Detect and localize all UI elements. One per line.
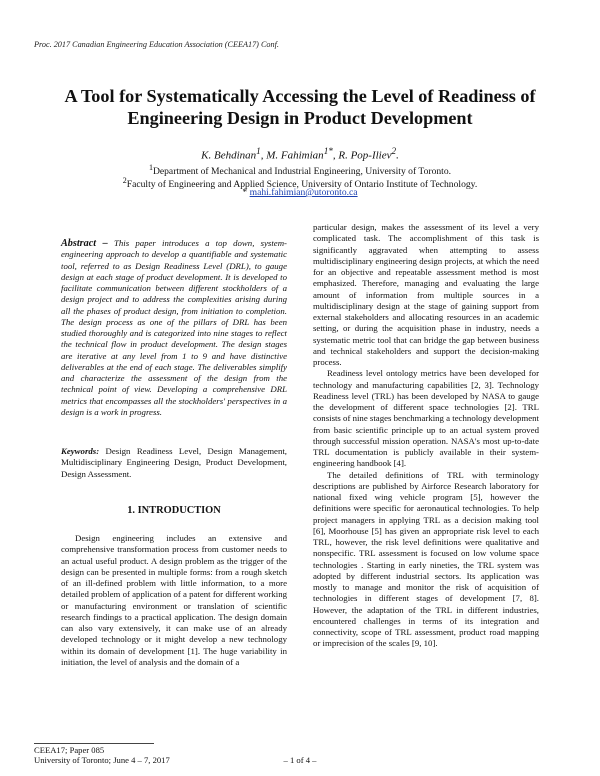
abstract <box>61 238 287 418</box>
affiliation-sup: 1 <box>148 163 153 172</box>
author-name: R. Pop-Iliev <box>338 149 392 162</box>
author-name: K. Behdinan <box>201 149 257 162</box>
page-number: – 1 of 4 – <box>283 755 317 765</box>
author-sup: 1* <box>323 146 333 156</box>
affiliation-text: Department of Mechanical and Industrial Engineering, University of Toronto. <box>152 166 452 178</box>
keywords-label: Keywords: <box>61 446 100 456</box>
paper-title: A Tool for Systematically Accessing the Level of Readiness of Engineering Design in Product Development <box>64 86 536 128</box>
footer-rule <box>34 743 154 744</box>
author-name: M. Fahimian <box>266 149 324 162</box>
footer-paper-id: CEEA17; Paper 085 <box>34 745 105 755</box>
body-paragraph: Readiness level ontology metrics have been developed for technology and manufacturing capabilities [2, 3]. Technology Readiness level (TRL) has been developed by NASA to gauge the development of different space technologies [2]. TRL consists of nine stages benchmarking a technology development from basic scientific principle up to an actual system proved through successful mission operation. NASA's most up-to-date TRL documentation is publicly available in their system-engineering handbook [4]. <box>313 368 539 469</box>
email-prefix: * <box>242 187 250 198</box>
author-list <box>0 146 600 162</box>
intro-column-left <box>61 533 287 668</box>
body-paragraph: The detailed definitions of TRL with terminology descriptions are published by Airforce Research laboratory for national fixed wing vehicle program [5], however the definitions were specific for aeronautical technologies. To help project managers in applying TRL as a decision making tool [6], Moorhouse [5] has given an appropriate risk level to each TRL, however, the risk level definitions were qualitative and nonspecific. TRL assessment is focused on low volume space technologies . Starting in early nineties, the TRL system was adopted by different industrial sectors. Its application was mostly to manage and monitor the risk of acquisition of technologies in different stages of development [7, 8]. However, the adaptation of the TRL in different industries, encountered challenges in terms of its integration and connectivity, scope of TRL assessment, product road mapping or imprecision of the scales [9, 10]. <box>313 469 539 649</box>
intro-paragraph: Design engineering includes an extensive and comprehensive transformation process from customer needs to an actual useful product. A design problem as the trigger of the design can be presented in multiple forms: from a rough sketch of an ill-defined problem with little information, to a more detailed problem of application of a patent for different working or manufacturing environment or translation of scientific research findings to a practical application. The design domain can also vary extensively, it can make use of an already developed technology or it might develop a new technology within its domain of development [1]. The huge variability in initiation, the level of analysis and the domain of a <box>61 533 287 667</box>
affiliation-sup: 2 <box>122 176 127 185</box>
author-separator: , <box>260 149 267 162</box>
author-separator: , <box>332 149 339 162</box>
affiliation-text: Faculty of Engineering and Applied Science, University of Ontario Institute of Technology. <box>126 179 478 191</box>
running-head: Proc. 2017 Canadian Engineering Education Association (CEEA17) Conf. <box>34 40 279 49</box>
author-sup: 2 <box>391 146 397 156</box>
abstract-text: This paper introduces a top down, system-engineering approach to develop a quantifiable and systematic tool, referred to as Design Readiness Level (DRL), to gauge design at each stage of product development. It is developed to facilitate communication between different stockholders of a design project and to address the complexities arising during all the phases of product design, from initiation to completion. The design process as one of the pillars of DRL has been studied thoroughly and is categorized into nine stages to reflect the technical flow in product development. The design stages are iterative at any level from 1 to 9 and have distinctive deliverables at the end of each stage. The deliverables simplify and characterize the assessment of the design from the technical point of view. Developing a comprehensive DRL metrics that encompasses all the stockholders' perspectives in a design is a work in progress. <box>61 238 287 417</box>
author-end: . <box>396 149 399 162</box>
intro-column-right <box>313 222 539 650</box>
email-link[interactable]: mahi.fahimian@utoronto.ca <box>249 187 358 198</box>
keywords <box>61 446 287 480</box>
section-heading: 1. INTRODUCTION <box>127 505 221 516</box>
footer-venue: University of Toronto; June 4 – 7, 2017 <box>34 755 170 765</box>
keywords-text: Design Readiness Level, Design Management, Multidisciplinary Engineering Design, Product Development, Design Assessment. <box>61 446 287 479</box>
email-line <box>0 187 600 199</box>
abstract-label: Abstract – <box>61 238 108 249</box>
author-sup: 1 <box>256 146 261 156</box>
body-paragraph: particular design, makes the assessment of its level a very complicated task. The accomplishment of this task is significantly aggravated when attempting to assess multidisciplinary engineering design projects, at which the need for an objective and repeatable assessment method is most emphasized. Therefore, managing and evaluating the large amount of information from multiple sources in a multidisciplinary design at the stage of gaining support from external stakeholders and allocating resources in an academic setting, or during the acquisition phase in industry, needs a systematic metric tool that can bridge the gap between business and technical stakeholders and support the decision-making process. <box>313 222 539 367</box>
